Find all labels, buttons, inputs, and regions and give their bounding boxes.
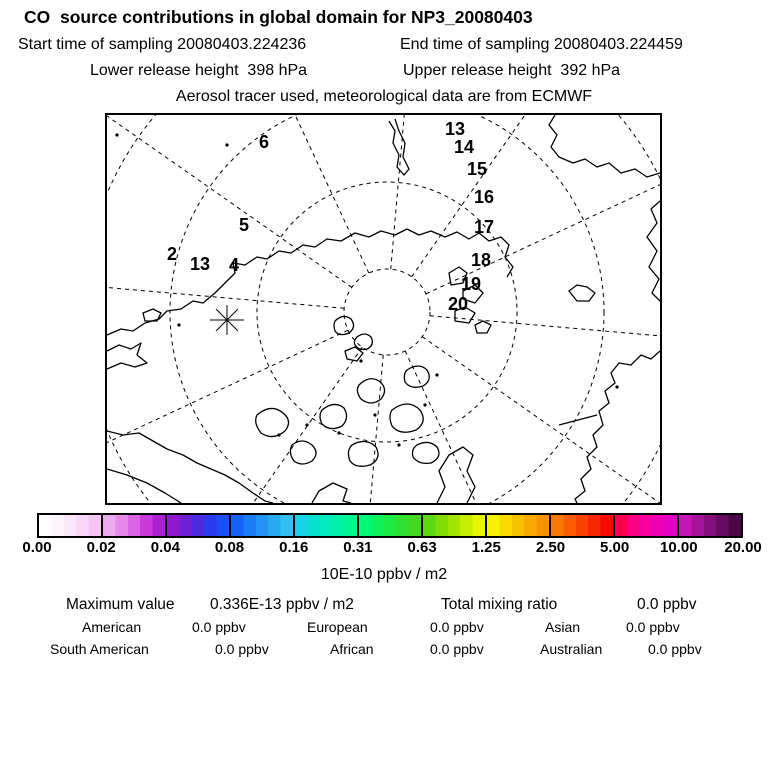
- end-time-label: End time of sampling 20080403.224459: [400, 36, 683, 53]
- colorbar-unit-label: 10E-10 ppbv / m2: [320, 566, 448, 583]
- colorbar-tick-0.02: 0.02: [86, 539, 116, 556]
- upper-release-label: Upper release height 392 hPa: [403, 62, 621, 79]
- colorbar-tick-1.25: 1.25: [471, 539, 501, 556]
- region-name-australian: Australian: [540, 641, 603, 657]
- colorbar-segment-3: [229, 515, 293, 536]
- colorbar: [37, 513, 743, 538]
- trajectory-point-18: 18: [470, 250, 492, 270]
- colorbar-segment-2: [165, 515, 229, 536]
- trajectory-point-17: 17: [473, 217, 495, 237]
- trajectory-point-4: 4: [228, 255, 240, 275]
- colorbar-tick-0.04: 0.04: [150, 539, 180, 556]
- region-name-american: American: [82, 619, 142, 635]
- trajectory-point-20: 20: [447, 294, 469, 314]
- trajectory-point-13: 13: [444, 119, 466, 139]
- colorbar-tick-0.08: 0.08: [214, 539, 245, 556]
- trajectory-point-14: 14: [453, 137, 475, 157]
- lower-release-label: Lower release height 398 hPa: [90, 62, 308, 79]
- max-value-label: Maximum value: [66, 596, 175, 613]
- colorbar-tick-0.00: 0.00: [22, 539, 52, 556]
- trajectory-point-19: 19: [460, 274, 482, 294]
- colorbar-tick-0.31: 0.31: [343, 539, 373, 556]
- total-mixing-ratio-value: 0.0 ppbv: [637, 596, 697, 613]
- trajectory-point-6: 6: [258, 132, 270, 152]
- colorbar-segment-9: [613, 515, 677, 536]
- trajectory-point-13: 13: [189, 254, 211, 274]
- region-value-american: 0.0 ppbv: [192, 619, 246, 635]
- colorbar-tick-0.63: 0.63: [407, 539, 437, 556]
- trajectory-point-2: 2: [166, 244, 178, 264]
- colorbar-segment-1: [101, 515, 165, 536]
- trajectory-point-15: 15: [466, 159, 488, 179]
- station-asterisk-icon: [210, 305, 244, 335]
- map-canvas: [107, 115, 660, 503]
- polar-map: [105, 113, 662, 505]
- colorbar-tick-0.16: 0.16: [279, 539, 309, 556]
- region-value-australian: 0.0 ppbv: [648, 641, 702, 657]
- colorbar-segment-8: [549, 515, 613, 536]
- region-name-asian: Asian: [545, 619, 581, 635]
- colorbar-segment-4: [293, 515, 357, 536]
- graticule-grid: [107, 115, 660, 503]
- region-name-african: African: [330, 641, 374, 657]
- region-value-european: 0.0 ppbv: [430, 619, 484, 635]
- total-mixing-ratio-label: Total mixing ratio: [441, 596, 558, 613]
- trajectory-point-5: 5: [238, 215, 250, 235]
- colorbar-segment-0: [39, 515, 101, 536]
- region-name-european: European: [307, 619, 368, 635]
- region-value-asian: 0.0 ppbv: [626, 619, 680, 635]
- colorbar-tick-20.00: 20.00: [724, 539, 762, 556]
- region-value-south-american: 0.0 ppbv: [215, 641, 269, 657]
- coastlines: [107, 115, 660, 503]
- colorbar-segment-5: [357, 515, 421, 536]
- page-title: CO source contributions in global domain for NP3_20080403: [24, 7, 533, 27]
- colorbar-segment-10: [677, 515, 741, 536]
- colorbar-tick-5.00: 5.00: [600, 539, 630, 556]
- max-value: 0.336E-13 ppbv / m2: [210, 596, 354, 613]
- start-time-label: Start time of sampling 20080403.224236: [18, 36, 307, 53]
- colorbar-segment-7: [485, 515, 549, 536]
- tracer-note: Aerosol tracer used, meteorological data are from ECMWF: [175, 88, 593, 105]
- trajectory-point-16: 16: [473, 187, 495, 207]
- colorbar-tick-2.50: 2.50: [535, 539, 566, 556]
- colorbar-segment-6: [421, 515, 485, 536]
- colorbar-tick-labels: [22, 539, 762, 557]
- region-value-african: 0.0 ppbv: [430, 641, 484, 657]
- colorbar-tick-10.00: 10.00: [660, 539, 698, 556]
- region-name-south-american: South American: [50, 641, 149, 657]
